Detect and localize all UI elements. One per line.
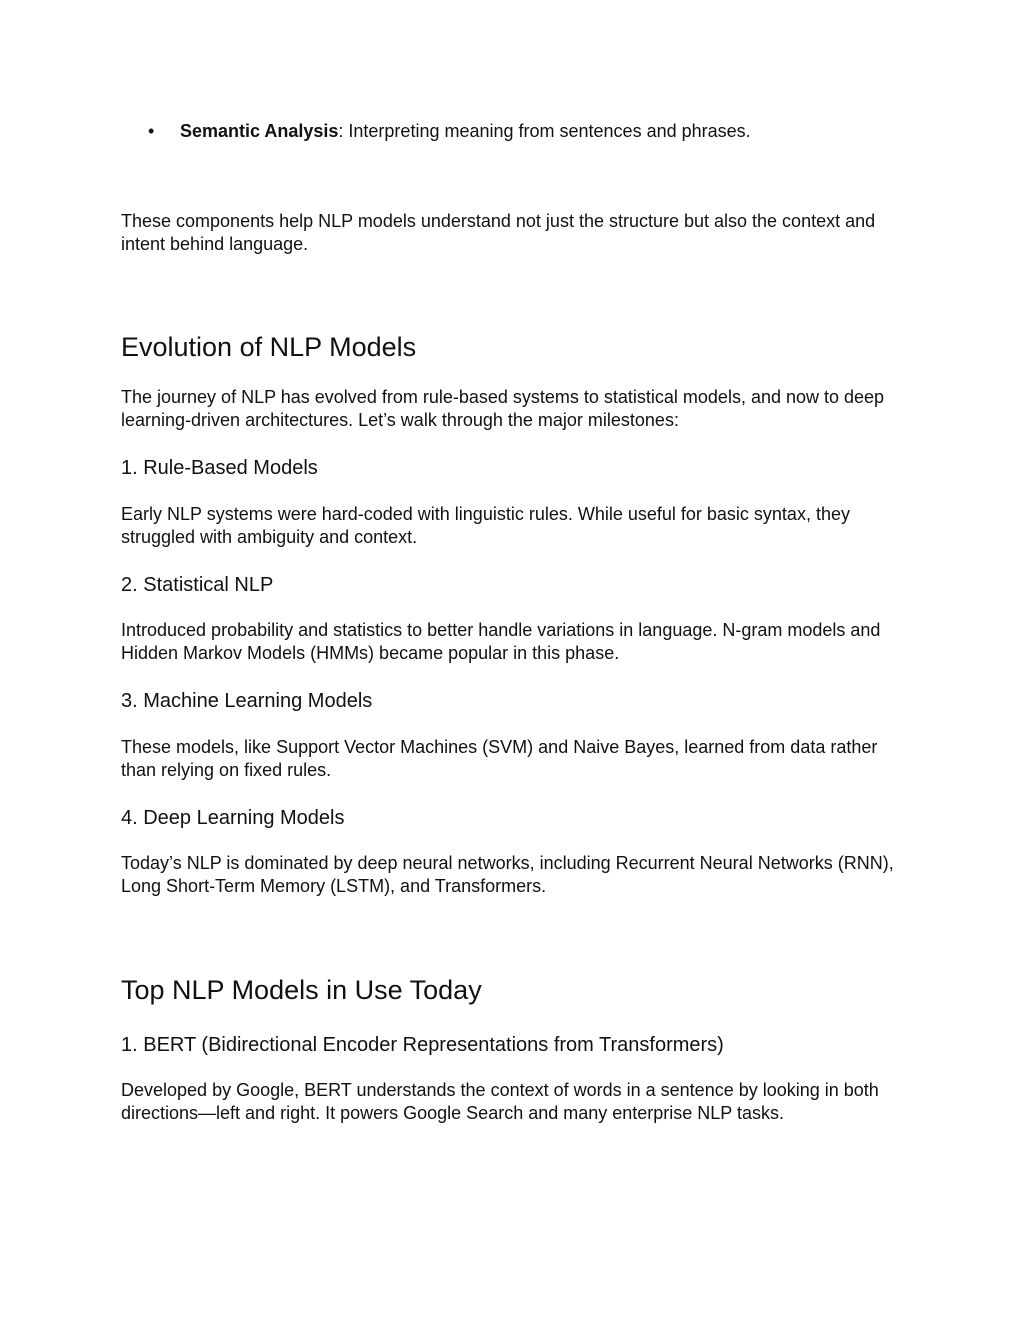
intro-paragraph: These components help NLP models understand not just the structure but also the context and intent behind language. [121, 211, 876, 254]
evolution-heading: Evolution of NLP Models [121, 332, 417, 362]
deep-learning-body: Today’s NLP is dominated by deep neural networks, including Recurrent Neural Networks (RNN), Long Short-Term Memory (LSTM), and Transformers. [121, 853, 894, 896]
machine-learning-body: These models, like Support Vector Machines (SVM) and Naive Bayes, learned from data rather than relying on fixed rules. [121, 737, 878, 780]
machine-learning-title: 3. Machine Learning Models [121, 690, 373, 712]
bullet-term: Semantic Analysis [180, 121, 339, 141]
bert-body: Developed by Google, BERT understands the context of words in a sentence by looking in both directions—left and right. It powers Google Search and many enterprise NLP tasks. [121, 1080, 879, 1123]
bullet-text: : Interpreting meaning from sentences and phrases. [338, 121, 751, 141]
bullet-list [148, 120, 948, 143]
rule-based-title: 1. Rule-Based Models [121, 457, 318, 479]
statistical-body: Introduced probability and statistics to better handle variations in language. N-gram models and Hidden Markov Models (HMMs) became popular in this phase. [121, 620, 881, 663]
bullet-icon: • [148, 121, 155, 141]
rule-based-body: Early NLP systems were hard-coded with linguistic rules. While useful for basic syntax, they struggled with ambiguity and context. [121, 504, 850, 547]
top-models-heading: Top NLP Models in Use Today [121, 975, 482, 1005]
bert-title: 1. BERT (Bidirectional Encoder Representations from Transformers) [121, 1034, 724, 1056]
statistical-title: 2. Statistical NLP [121, 574, 274, 596]
list-item [148, 120, 948, 143]
evolution-intro: The journey of NLP has evolved from rule-based systems to statistical models, and now to deep learning-driven architectures. Let’s walk through the major milestones: [121, 387, 885, 430]
deep-learning-title: 4. Deep Learning Models [121, 807, 345, 829]
